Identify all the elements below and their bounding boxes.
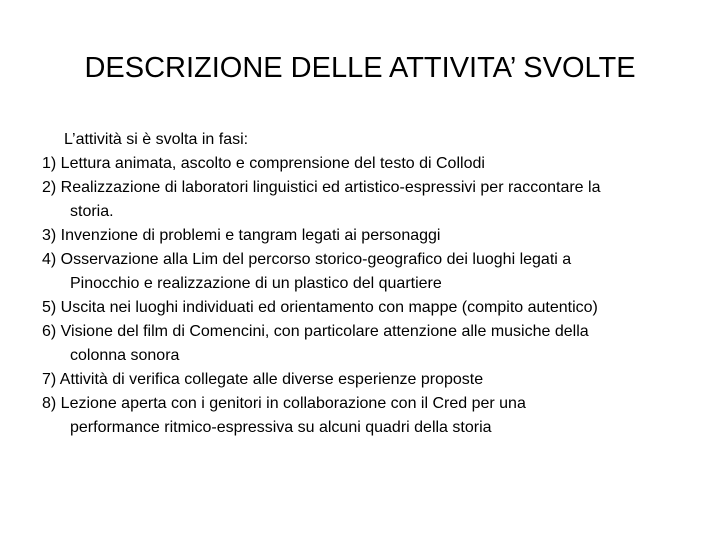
list-item-4 <box>42 248 682 296</box>
list-item-6 <box>42 320 682 368</box>
list-item-1 <box>42 152 682 176</box>
list-item-line: Pinocchio e realizzazione di un plastico del quartiere <box>70 275 442 292</box>
list-item-lines <box>42 248 571 296</box>
list-item-lines <box>42 392 526 440</box>
list-item-lines <box>42 296 598 320</box>
list-item-line: storia. <box>70 203 114 220</box>
list-item-line: performance ritmico-espressiva su alcuni quadri della storia <box>70 419 492 436</box>
slide-body <box>42 128 682 440</box>
slide-title: DESCRIZIONE DELLE ATTIVITA’ SVOLTE <box>84 52 636 84</box>
list-item-lines <box>42 320 589 368</box>
list-item-line: colonna sonora <box>70 347 180 364</box>
list-item-line: 3) Invenzione di problemi e tangram legati ai personaggi <box>42 227 441 244</box>
list-item-2 <box>42 176 682 224</box>
list-item-5 <box>42 296 682 320</box>
list-item-lines <box>42 176 600 224</box>
list-item-line: 1) Lettura animata, ascolto e comprensione del testo di Collodi <box>42 155 485 172</box>
list-item-lines <box>42 152 485 176</box>
intro-text: L’attività si è svolta in fasi: <box>64 131 249 148</box>
list-item-line: 2) Realizzazione di laboratori linguistici ed artistico-espressivi per raccontare la <box>42 179 601 196</box>
list-item-7 <box>42 368 682 392</box>
list-item-line: 5) Uscita nei luoghi individuati ed orientamento con mappe (compito autentico) <box>42 299 598 316</box>
list-item-line: 8) Lezione aperta con i genitori in collaborazione con il Cred per una <box>42 395 526 412</box>
list-item-lines <box>42 368 483 392</box>
list-item-line: 6) Visione del film di Comencini, con particolare attenzione alle musiche della <box>42 323 589 340</box>
list-item-lines <box>42 224 440 248</box>
list-item-3 <box>42 224 682 248</box>
list-item-8 <box>42 392 682 440</box>
list-item-line: 4) Osservazione alla Lim del percorso storico-geografico dei luoghi legati a <box>42 251 572 268</box>
list-item-line: 7) Attività di verifica collegate alle diverse esperienze proposte <box>42 371 484 388</box>
